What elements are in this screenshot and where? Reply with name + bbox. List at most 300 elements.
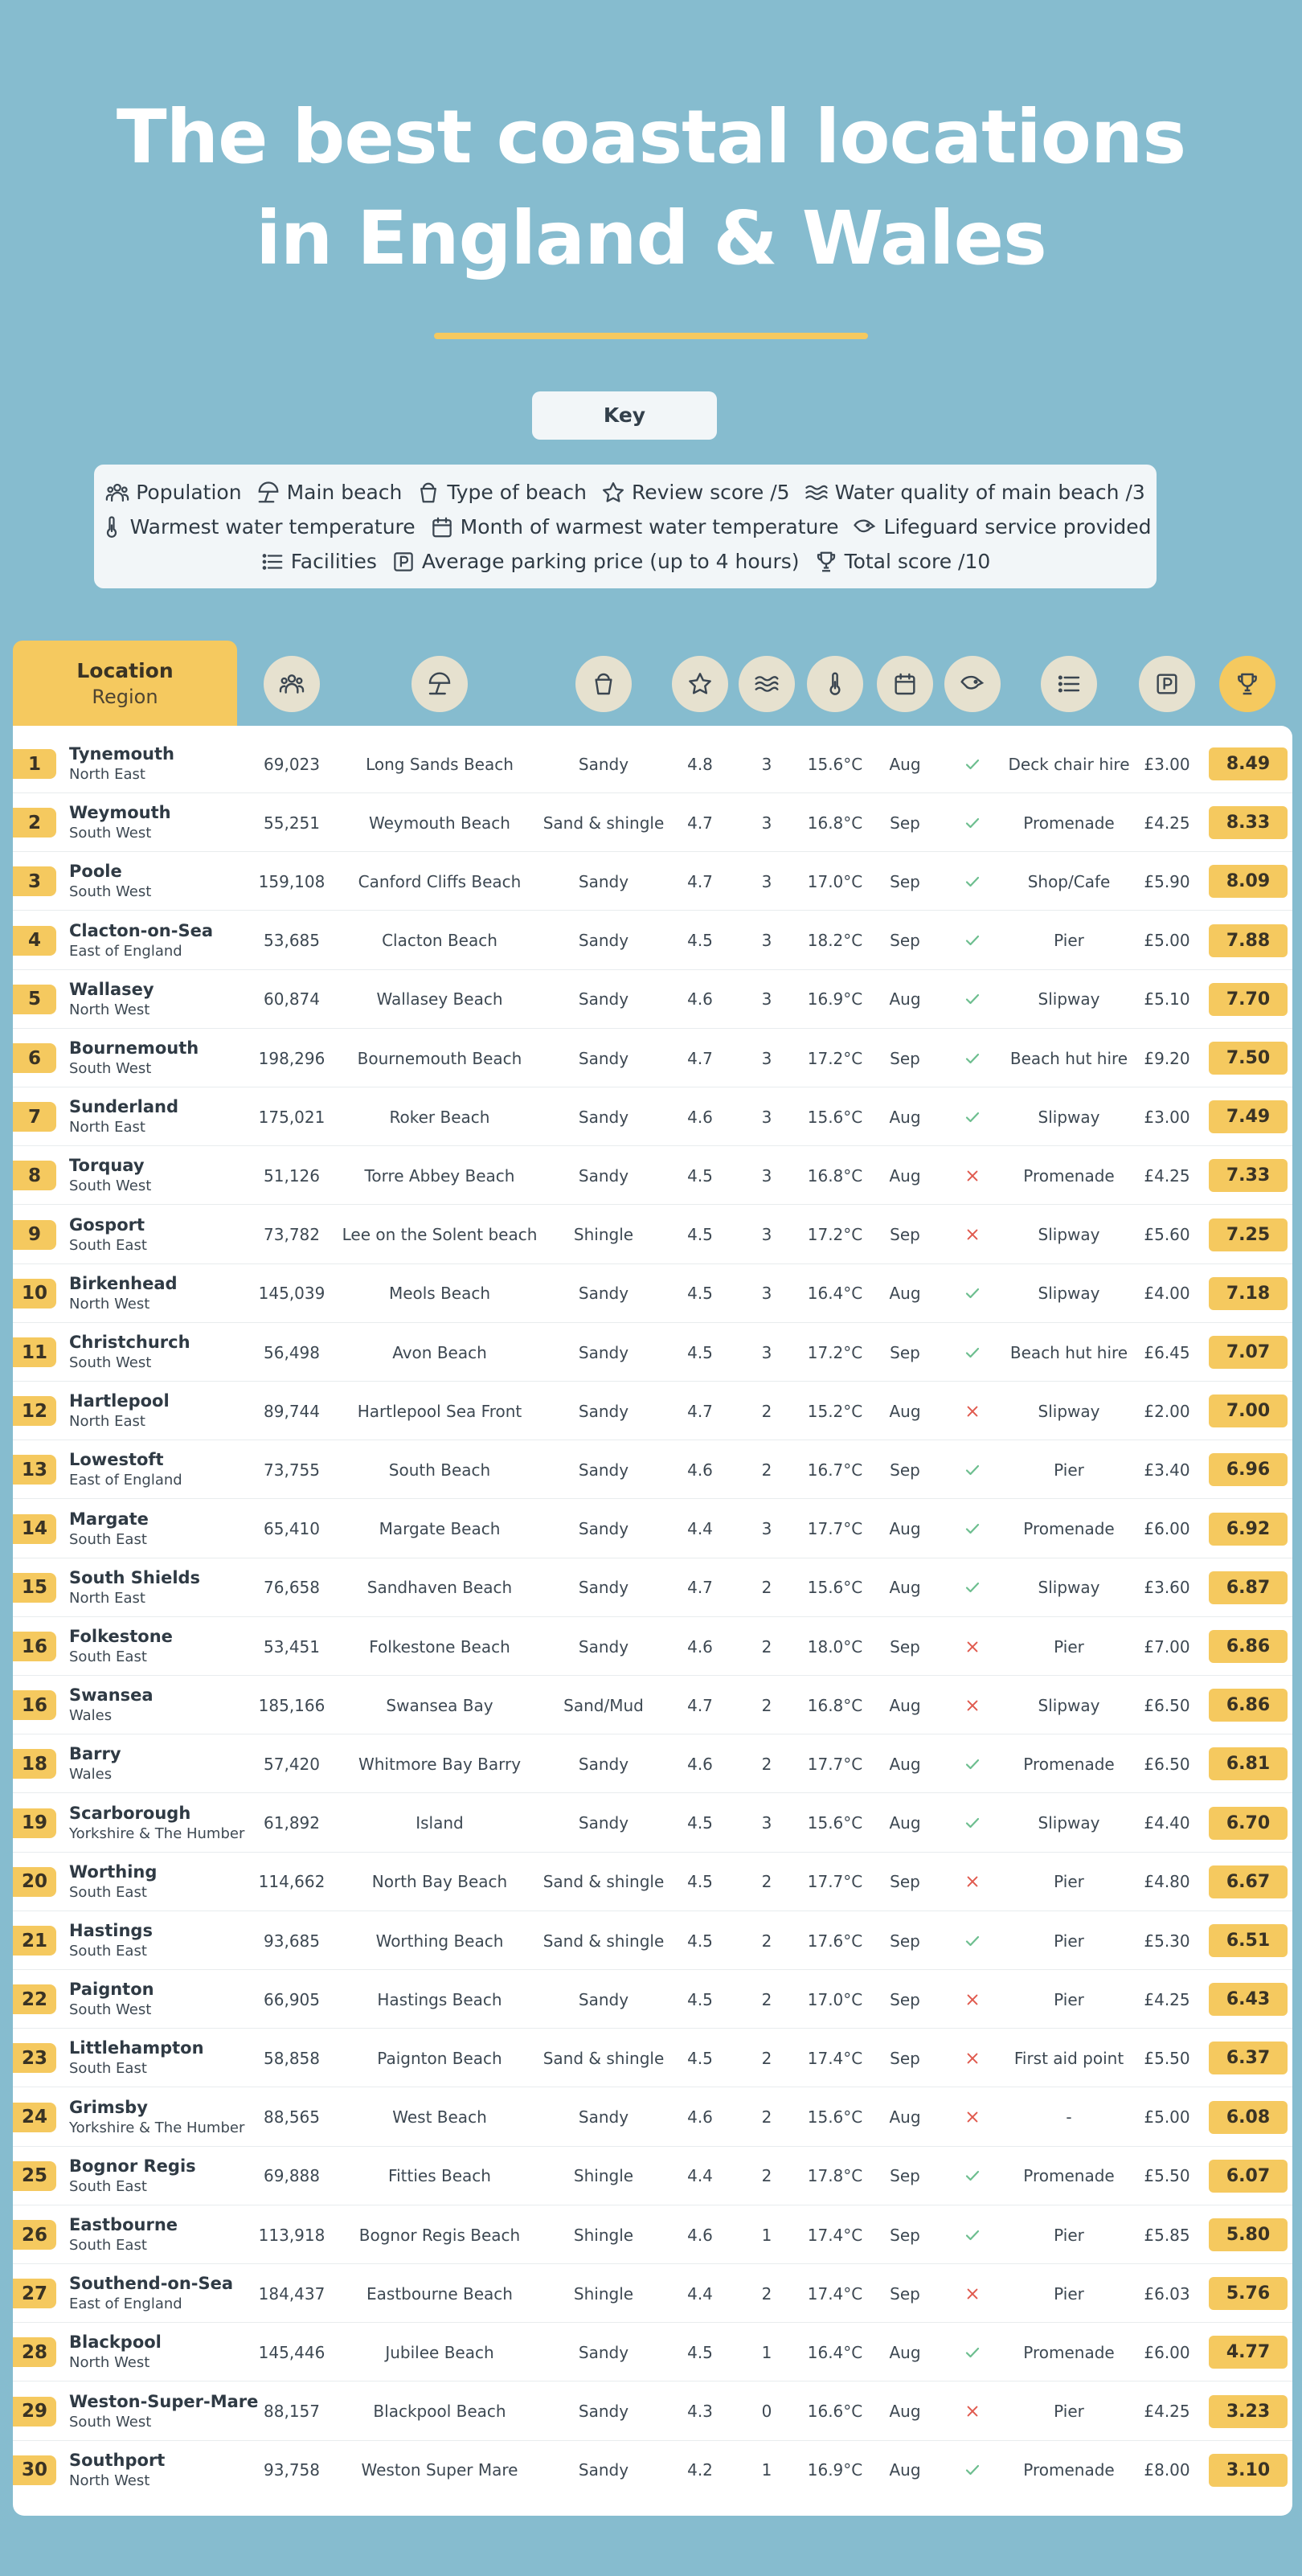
table-row[interactable]: [13, 2441, 1292, 2500]
location-region: South East: [69, 1236, 147, 1254]
table-row[interactable]: [13, 1500, 1292, 1558]
warmest-month-cell: Sep: [890, 813, 920, 833]
water-temp-cell: 17.8°C: [807, 2166, 863, 2186]
table-row[interactable]: [13, 1206, 1292, 1264]
table-row[interactable]: [13, 1676, 1292, 1734]
location-cell: [69, 1853, 270, 1911]
rank-badge: 21: [13, 1926, 56, 1956]
warmest-month-cell: Aug: [889, 1695, 921, 1715]
population-cell: 51,126: [264, 1165, 320, 1186]
table-row[interactable]: [13, 2382, 1292, 2441]
parking-price-cell: £3.00: [1144, 1107, 1190, 1127]
water-quality-cell: 3: [761, 1342, 772, 1362]
main-beach-cell: Canford Cliffs Beach: [358, 871, 522, 891]
table-row[interactable]: [13, 1264, 1292, 1323]
parking-price-cell: £5.30: [1144, 1931, 1190, 1951]
table-row[interactable]: [13, 1734, 1292, 1793]
total-score-badge: 6.86: [1209, 1630, 1288, 1663]
review-score-cell: 4.6: [687, 1754, 713, 1774]
population-cell: 73,755: [264, 1460, 320, 1480]
water-temp-cell: 17.2°C: [807, 1048, 863, 1068]
rank-badge: 27: [13, 2279, 56, 2308]
total-score-badge: 6.43: [1209, 1983, 1288, 2016]
location-cell: [69, 1617, 270, 1676]
review-score-cell: 4.6: [687, 989, 713, 1010]
facilities-cell: Promenade: [1023, 1165, 1115, 1186]
beach-type-cell: Sandy: [578, 2460, 629, 2480]
location-name: Scarborough: [69, 1803, 191, 1823]
location-cell: [69, 1029, 270, 1087]
location-cell: [69, 1734, 270, 1793]
parking-price-cell: £6.50: [1144, 1695, 1190, 1715]
water-temp-cell: 16.8°C: [807, 1165, 863, 1186]
legend-row: [94, 510, 1157, 544]
rank-badge: 26: [13, 2220, 56, 2250]
location-name: Folkestone: [69, 1627, 173, 1646]
warmest-month-cell: Aug: [889, 2107, 921, 2128]
water-temp-cell: 16.8°C: [807, 1695, 863, 1715]
review-score-cell: 4.8: [687, 754, 713, 774]
water-temp-cell: 17.2°C: [807, 1225, 863, 1245]
location-name: Bournemouth: [69, 1038, 199, 1058]
main-beach-cell: Torre Abbey Beach: [364, 1165, 515, 1186]
bucket-icon: [416, 481, 447, 505]
column-header-calendar[interactable]: [877, 656, 933, 712]
review-score-cell: 4.7: [687, 1578, 713, 1598]
beach-umbrella-icon: [427, 671, 452, 697]
location-name: Margate: [69, 1509, 149, 1529]
calendar-icon: [430, 515, 461, 539]
rank-badge: 5: [13, 985, 56, 1014]
water-quality-cell: 1: [761, 2460, 772, 2480]
cross-icon: [965, 1853, 980, 1911]
column-header-beach-umbrella[interactable]: [411, 656, 468, 712]
table-row[interactable]: [13, 2088, 1292, 2147]
table-row[interactable]: [13, 2264, 1292, 2323]
check-icon: [964, 970, 981, 1029]
water-quality-cell: 1: [761, 2225, 772, 2245]
main-beach-cell: Bognor Regis Beach: [358, 2225, 521, 2245]
beach-type-cell: Sandy: [578, 1401, 629, 1421]
location-cell: [69, 2029, 270, 2087]
total-score-badge: 8.49: [1209, 747, 1288, 780]
warmest-month-cell: Aug: [889, 2402, 921, 2422]
water-quality-cell: 3: [761, 1813, 772, 1833]
water-quality-cell: 2: [761, 1695, 772, 1715]
total-score-badge: 4.77: [1209, 2336, 1288, 2369]
location-cell: [69, 735, 270, 793]
total-score-badge: 8.09: [1209, 865, 1288, 898]
location-name: Hastings: [69, 1921, 153, 1940]
location-cell: [69, 1500, 270, 1558]
population-cell: 61,892: [264, 1813, 320, 1833]
table-row[interactable]: [13, 1323, 1292, 1382]
total-score-badge: 7.00: [1209, 1394, 1288, 1427]
column-header-trophy[interactable]: [1219, 656, 1275, 712]
total-score-badge: 5.76: [1209, 2277, 1288, 2310]
warmest-month-cell: Sep: [890, 931, 920, 951]
column-header-lifebuoy[interactable]: [944, 656, 1001, 712]
location-cell: [69, 970, 270, 1029]
review-score-cell: 4.4: [687, 2166, 713, 2186]
table-row[interactable]: [13, 1617, 1292, 1676]
check-icon: [964, 1500, 981, 1558]
location-name: Lowestoft: [69, 1450, 164, 1470]
beach-type-cell: Sandy: [578, 1989, 629, 2009]
review-score-cell: 4.7: [687, 1695, 713, 1715]
legend-item: [256, 481, 403, 505]
location-region: North East: [69, 766, 145, 783]
total-score-badge: 6.86: [1209, 1689, 1288, 1722]
rank-badge: 2: [13, 808, 56, 838]
location-region: South East: [69, 1883, 147, 1901]
rank-badge: 30: [13, 2455, 56, 2485]
facilities-cell: Promenade: [1023, 2166, 1115, 2186]
location-cell: [69, 2382, 270, 2441]
beach-type-cell: Sandy: [578, 1636, 629, 1657]
total-score-badge: 7.49: [1209, 1100, 1288, 1133]
beach-type-cell: Sandy: [578, 931, 629, 951]
population-cell: 145,446: [258, 2342, 326, 2362]
table-row[interactable]: [13, 1911, 1292, 1970]
warmest-month-cell: Aug: [889, 1754, 921, 1774]
review-score-cell: 4.6: [687, 1460, 713, 1480]
population-cell: 184,437: [258, 2283, 326, 2304]
column-header-star[interactable]: [672, 656, 728, 712]
water-temp-cell: 15.6°C: [807, 754, 863, 774]
main-beach-cell: Blackpool Beach: [373, 2402, 506, 2422]
total-score-badge: 6.51: [1209, 1924, 1288, 1957]
location-cell: [69, 2205, 270, 2264]
table-row[interactable]: [13, 1794, 1292, 1853]
facilities-cell: Pier: [1054, 1636, 1084, 1657]
location-region: South East: [69, 1530, 147, 1548]
table-row[interactable]: [13, 2205, 1292, 2264]
table-row[interactable]: [13, 1382, 1292, 1440]
warmest-month-cell: Aug: [889, 989, 921, 1010]
warmest-month-cell: Sep: [890, 2225, 920, 2245]
rank-badge: 12: [13, 1396, 56, 1426]
legend-item: [601, 481, 790, 505]
warmest-month-cell: Sep: [890, 1460, 920, 1480]
location-name: Southend-on-Sea: [69, 2274, 234, 2294]
facilities-cell: Promenade: [1023, 813, 1115, 833]
check-icon: [964, 1029, 981, 1087]
water-temp-cell: 17.4°C: [807, 2225, 863, 2245]
review-score-cell: 4.4: [687, 2283, 713, 2304]
warmest-month-cell: Sep: [890, 2048, 920, 2068]
main-beach-cell: North Bay Beach: [371, 1872, 508, 1892]
thermometer-icon: [822, 671, 848, 697]
population-cell: 93,758: [264, 2460, 320, 2480]
location-region: South West: [69, 883, 152, 901]
legend-label: Average parking price (up to 4 hours): [421, 550, 800, 573]
water-quality-cell: 2: [761, 1460, 772, 1480]
facilities-cell: Promenade: [1023, 1519, 1115, 1539]
legend-item: [814, 550, 991, 574]
table-row[interactable]: [13, 2147, 1292, 2205]
warmest-month-cell: Sep: [890, 1342, 920, 1362]
total-score-badge: 6.07: [1209, 2160, 1288, 2193]
check-icon: [964, 911, 981, 970]
location-cell: [69, 1794, 270, 1853]
facilities-cell: Beach hut hire: [1009, 1048, 1128, 1068]
table-row[interactable]: [13, 911, 1292, 970]
beach-type-cell: Sandy: [578, 1754, 629, 1774]
location-region: Yorkshire & The Humber: [69, 2119, 245, 2136]
table-row[interactable]: [13, 2029, 1292, 2087]
population-cell: 69,888: [264, 2166, 320, 2186]
beach-type-cell: Shingle: [573, 2225, 634, 2245]
population-cell: 69,023: [264, 754, 320, 774]
location-cell: [69, 793, 270, 852]
facilities-cell: Pier: [1054, 1872, 1084, 1892]
location-name: Poole: [69, 862, 122, 882]
rank-badge: 7: [13, 1102, 56, 1132]
beach-type-cell: Sand & shingle: [542, 2048, 665, 2068]
water-temp-cell: 15.6°C: [807, 2107, 863, 2128]
water-temp-cell: 17.0°C: [807, 871, 863, 891]
legend-item: [105, 481, 241, 505]
check-icon: [964, 1440, 981, 1499]
legend-item: [391, 550, 800, 574]
population-cell: 89,744: [264, 1401, 320, 1421]
location-cell: [69, 1206, 270, 1264]
review-score-cell: 4.5: [687, 1813, 713, 1833]
water-quality-cell: 3: [761, 1048, 772, 1068]
parking-price-cell: £4.25: [1144, 813, 1190, 833]
column-header-waves[interactable]: [739, 656, 795, 712]
main-beach-cell: Margate Beach: [379, 1519, 501, 1539]
beach-type-cell: Sandy: [578, 1284, 629, 1304]
population-cell: 66,905: [264, 1989, 320, 2009]
main-beach-cell: Bournemouth Beach: [357, 1048, 522, 1068]
location-cell: [69, 911, 270, 970]
population-cell: 65,410: [264, 1519, 320, 1539]
location-region: North West: [69, 1295, 150, 1313]
total-score-badge: 3.10: [1209, 2454, 1288, 2487]
column-header-bucket[interactable]: [575, 656, 632, 712]
location-region: South East: [69, 1648, 147, 1665]
table-row[interactable]: [13, 793, 1292, 852]
column-header-thermometer[interactable]: [807, 656, 863, 712]
warmest-month-cell: Aug: [889, 2460, 921, 2480]
cross-icon: [965, 2029, 980, 2087]
beach-type-cell: Sand/Mud: [563, 1695, 644, 1715]
parking-price-cell: £5.10: [1144, 989, 1190, 1010]
location-name: Birkenhead: [69, 1273, 178, 1293]
water-quality-cell: 2: [761, 1578, 772, 1598]
facilities-cell: Pier: [1054, 931, 1084, 951]
beach-type-cell: Sandy: [578, 1107, 629, 1127]
location-name: Southport: [69, 2450, 166, 2470]
facilities-cell: Promenade: [1023, 2460, 1115, 2480]
beach-type-cell: Shingle: [573, 2283, 634, 2304]
legend-item: [260, 550, 377, 574]
beach-type-cell: Sandy: [578, 1460, 629, 1480]
location-name: Christchurch: [69, 1333, 190, 1352]
table-row[interactable]: [13, 735, 1292, 793]
table-row[interactable]: [13, 1087, 1292, 1146]
water-temp-cell: 15.6°C: [807, 1578, 863, 1598]
main-beach-cell: Lee on the Solent beach: [342, 1225, 538, 1245]
total-score-badge: 6.92: [1209, 1513, 1288, 1546]
rank-badge: 14: [13, 1514, 56, 1544]
cross-icon: [965, 2382, 980, 2441]
water-temp-cell: 17.7°C: [807, 1754, 863, 1774]
table-row[interactable]: [13, 1440, 1292, 1499]
rank-badge: 16: [13, 1690, 56, 1720]
total-score-badge: 7.18: [1209, 1277, 1288, 1310]
parking-price-cell: £2.00: [1144, 1401, 1190, 1421]
cross-icon: [965, 1617, 980, 1676]
parking-price-cell: £5.50: [1144, 2048, 1190, 2068]
region-header-label: Region: [92, 685, 158, 708]
total-score-badge: 6.87: [1209, 1571, 1288, 1604]
location-column-header[interactable]: [13, 641, 237, 726]
legend-item: [416, 481, 587, 505]
location-region: South West: [69, 2001, 152, 2019]
main-beach-cell: Avon Beach: [392, 1342, 487, 1362]
water-quality-cell: 2: [761, 2048, 772, 2068]
location-cell: [69, 2441, 270, 2500]
facilities-cell: Pier: [1054, 2402, 1084, 2422]
parking-price-cell: £9.20: [1144, 1048, 1190, 1068]
parking-price-cell: £4.25: [1144, 1989, 1190, 2009]
waves-icon: [754, 671, 780, 697]
location-region: South West: [69, 1354, 152, 1371]
rank-badge: 22: [13, 1984, 56, 2014]
parking-price-cell: £4.00: [1144, 1284, 1190, 1304]
total-score-badge: 3.23: [1209, 2395, 1288, 2428]
rank-badge: 13: [13, 1455, 56, 1485]
review-score-cell: 4.5: [687, 931, 713, 951]
location-cell: [69, 2147, 270, 2205]
cross-icon: [965, 1676, 980, 1734]
location-region: South East: [69, 2060, 147, 2078]
main-beach-cell: Swansea Bay: [386, 1695, 493, 1715]
location-region: South East: [69, 2237, 147, 2254]
table-row[interactable]: [13, 852, 1292, 911]
water-temp-cell: 17.2°C: [807, 1342, 863, 1362]
beach-type-cell: Shingle: [573, 1225, 634, 1245]
beach-type-cell: Sandy: [578, 1519, 629, 1539]
location-region: Wales: [69, 1707, 113, 1725]
facilities-cell: Slipway: [1038, 1284, 1100, 1304]
table-row[interactable]: [13, 1558, 1292, 1617]
column-header-list[interactable]: [1041, 656, 1097, 712]
water-quality-cell: 2: [761, 2107, 772, 2128]
location-cell: [69, 2088, 270, 2147]
table-row[interactable]: [13, 1853, 1292, 1911]
check-icon: [964, 1734, 981, 1793]
population-cell: 58,858: [264, 2048, 320, 2068]
total-score-badge: 7.25: [1209, 1218, 1288, 1251]
check-icon: [964, 2205, 981, 2264]
main-beach-cell: Island: [416, 1813, 464, 1833]
review-score-cell: 4.2: [687, 2460, 713, 2480]
trophy-icon: [814, 550, 845, 574]
warmest-month-cell: Sep: [890, 871, 920, 891]
location-region: North East: [69, 1413, 145, 1431]
legend-label: Warmest water temperature: [129, 515, 416, 539]
review-score-cell: 4.5: [687, 1872, 713, 1892]
list-icon: [260, 550, 291, 574]
water-temp-cell: 18.0°C: [807, 1636, 863, 1657]
column-header-population[interactable]: [264, 656, 320, 712]
total-score-badge: 6.37: [1209, 2042, 1288, 2074]
population-cell: 88,565: [264, 2107, 320, 2128]
water-temp-cell: 17.4°C: [807, 2048, 863, 2068]
location-region: North East: [69, 1119, 145, 1136]
table-row[interactable]: [13, 1146, 1292, 1205]
facilities-cell: Pier: [1054, 2283, 1084, 2304]
parking-price-cell: £6.00: [1144, 1519, 1190, 1539]
location-name: Gosport: [69, 1214, 145, 1235]
total-score-badge: 8.33: [1209, 806, 1288, 839]
beach-type-cell: Sandy: [578, 989, 629, 1010]
water-quality-cell: 3: [761, 1225, 772, 1245]
location-region: East of England: [69, 2295, 182, 2313]
check-icon: [964, 1558, 981, 1617]
rank-badge: 6: [13, 1043, 56, 1073]
table-row[interactable]: [13, 1029, 1292, 1087]
total-score-badge: 6.08: [1209, 2101, 1288, 2134]
facilities-cell: Shop/Cafe: [1027, 871, 1111, 891]
location-cell: [69, 1146, 270, 1205]
legend-row: [94, 544, 1157, 579]
table-row[interactable]: [13, 1970, 1292, 2029]
water-quality-cell: 2: [761, 1754, 772, 1774]
rank-badge: 29: [13, 2397, 56, 2427]
table-row[interactable]: [13, 2323, 1292, 2381]
location-region: Wales: [69, 1766, 113, 1784]
warmest-month-cell: Sep: [890, 1225, 920, 1245]
column-header-parking[interactable]: [1139, 656, 1195, 712]
location-name: Sunderland: [69, 1097, 179, 1117]
main-beach-cell: Wallasey Beach: [376, 989, 503, 1010]
review-score-cell: 4.5: [687, 1989, 713, 2009]
parking-price-cell: £3.40: [1144, 1460, 1190, 1480]
legend-item: [100, 515, 416, 539]
rank-badge: 28: [13, 2337, 56, 2367]
legend-label: Lifeguard service provided: [883, 515, 1152, 539]
facilities-cell: -: [1066, 2107, 1072, 2128]
water-quality-cell: 2: [761, 1872, 772, 1892]
location-name: Blackpool: [69, 2332, 162, 2353]
main-beach-cell: Whitmore Bay Barry: [358, 1754, 522, 1774]
water-temp-cell: 17.7°C: [807, 1519, 863, 1539]
beach-type-cell: Sandy: [578, 754, 629, 774]
population-cell: 114,662: [258, 1872, 326, 1892]
legend-row: [94, 475, 1157, 510]
main-beach-cell: Long Sands Beach: [366, 754, 514, 774]
parking-price-cell: £6.45: [1144, 1342, 1190, 1362]
parking-price-cell: £5.00: [1144, 931, 1190, 951]
warmest-month-cell: Sep: [890, 1931, 920, 1951]
check-icon: [964, 852, 981, 911]
rank-badge: 11: [13, 1337, 56, 1367]
beach-type-cell: Shingle: [573, 2166, 634, 2186]
key-button[interactable]: Key: [532, 391, 717, 440]
water-temp-cell: 16.4°C: [807, 2342, 863, 2362]
location-name: Worthing: [69, 1861, 158, 1882]
cross-icon: [965, 2264, 980, 2323]
beach-type-cell: Sandy: [578, 2402, 629, 2422]
review-score-cell: 4.6: [687, 2107, 713, 2128]
location-name: Littlehampton: [69, 2038, 204, 2058]
table-row[interactable]: [13, 970, 1292, 1029]
